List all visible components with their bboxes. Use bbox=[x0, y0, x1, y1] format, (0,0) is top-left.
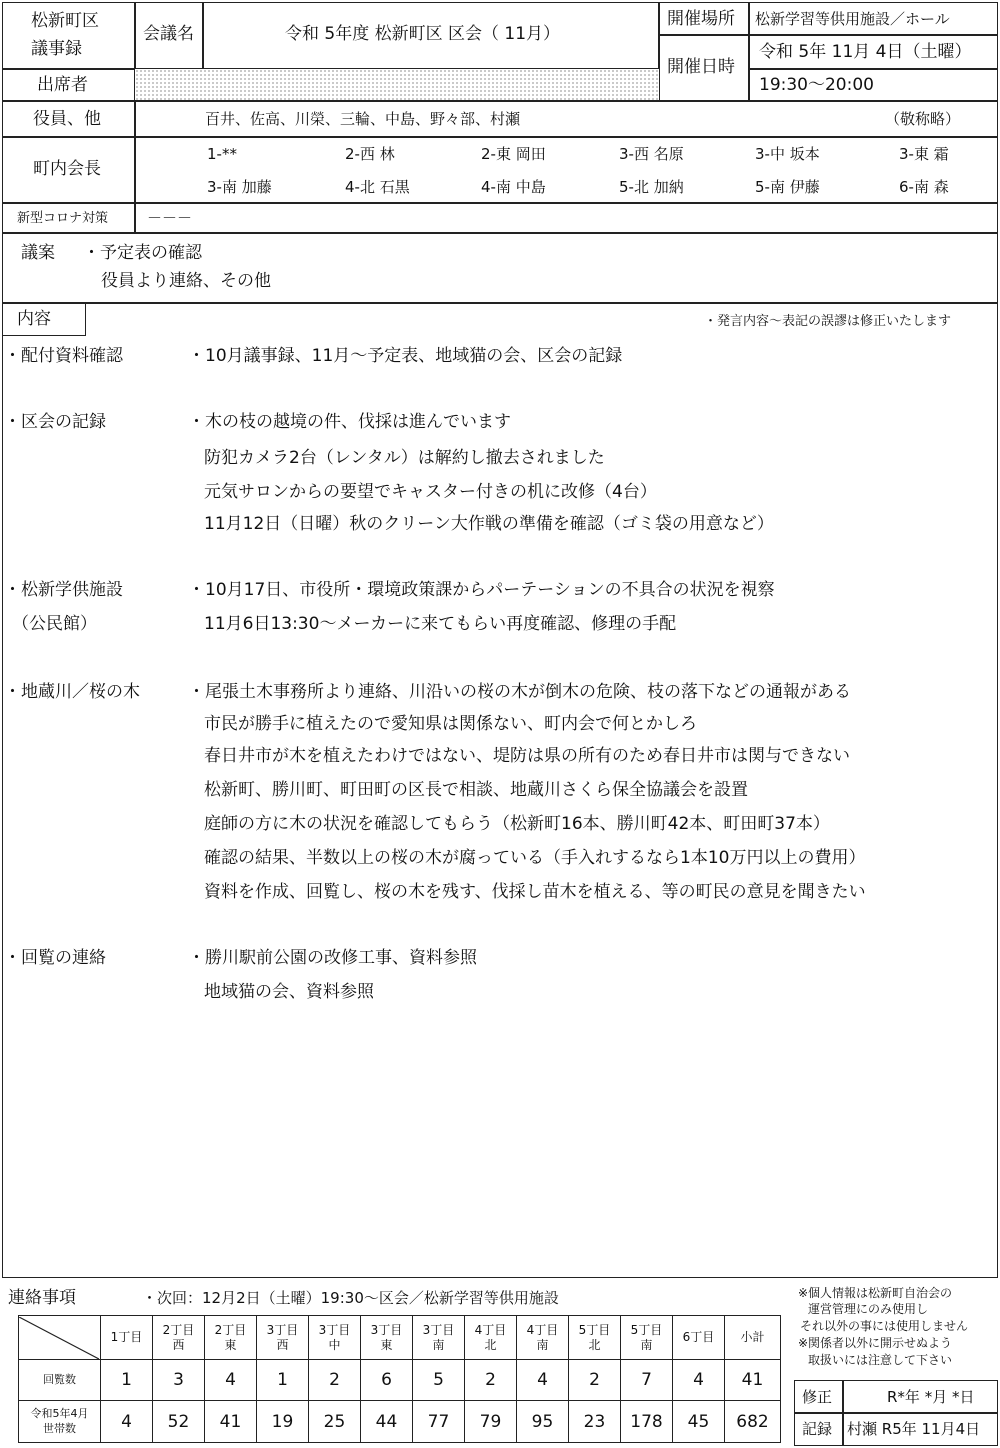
venue-label-box bbox=[658, 2, 750, 36]
section-line: ・勝川駅前公園の改修工事、資料参照 bbox=[188, 948, 477, 968]
header-cell: 2丁目 西 bbox=[153, 1316, 205, 1360]
time-box bbox=[748, 68, 998, 102]
revision-value-box bbox=[842, 1380, 998, 1414]
revision-label-box bbox=[794, 1380, 844, 1414]
section-title: ・松新学供施設 bbox=[4, 580, 123, 600]
privacy-note: 運営管理にのみ使用し bbox=[808, 1302, 929, 1316]
table-cell: 41 bbox=[725, 1360, 781, 1401]
section-line: ・木の枝の越境の件、伐採は進んでいます bbox=[188, 412, 511, 432]
covid-value: －－－ bbox=[147, 209, 193, 227]
officers-box bbox=[134, 100, 998, 138]
diagonal-line bbox=[19, 1317, 99, 1359]
header-cell: 4丁目 北 bbox=[465, 1316, 517, 1360]
table-cell: 3 bbox=[153, 1360, 205, 1401]
section-line: 防犯カメラ2台（レンタル）は解約し撤去されました bbox=[204, 448, 605, 468]
chair-entry: 5-南 伊藤 bbox=[755, 178, 820, 196]
venue-label: 開催場所 bbox=[667, 9, 735, 29]
section-line: ・10月議事録、11月〜予定表、地域猫の会、区会の記録 bbox=[188, 346, 623, 366]
record-value-box bbox=[842, 1412, 998, 1446]
attendees-label: 出席者 bbox=[37, 75, 88, 95]
table-cell: 6 bbox=[361, 1360, 413, 1401]
honorific-note: （敬称略） bbox=[885, 110, 961, 128]
chair-entry: 3-東 霜 bbox=[899, 145, 949, 163]
meeting-label: 会議名 bbox=[143, 24, 194, 44]
attendees-label-box bbox=[2, 68, 136, 102]
revision-value: R*年 *月 *日 bbox=[887, 1388, 975, 1406]
covid-label-box bbox=[2, 202, 136, 234]
privacy-note: 取扱いには注意して下さい bbox=[808, 1353, 953, 1367]
table-cell: 44 bbox=[361, 1401, 413, 1443]
table-cell: 2 bbox=[569, 1360, 621, 1401]
chair-entry: 2-東 岡田 bbox=[481, 145, 546, 163]
table-cell: 52 bbox=[153, 1401, 205, 1443]
table-cell: 2 bbox=[309, 1360, 361, 1401]
chair-entry: 1-** bbox=[207, 145, 237, 163]
attendees-field bbox=[134, 68, 660, 102]
privacy-note: ※関係者以外に開示せぬよう bbox=[798, 1336, 953, 1350]
chairs-label-box bbox=[2, 136, 136, 204]
header-cell: 5丁目 北 bbox=[569, 1316, 621, 1360]
venue-box bbox=[748, 2, 998, 36]
chair-entry: 3-西 名原 bbox=[619, 145, 684, 163]
table-cell: 5 bbox=[413, 1360, 465, 1401]
privacy-note: ※個人情報は松新町自治会の bbox=[798, 1286, 953, 1300]
covid-box bbox=[134, 202, 998, 234]
table-cell: 79 bbox=[465, 1401, 517, 1443]
section-line: 市民が勝手に植えたので愛知県は関係ない、町内会で何とかしろ bbox=[204, 714, 697, 734]
section-line: 確認の結果、半数以上の桜の木が腐っている（手入れするなら1本10万円以上の費用） bbox=[204, 848, 866, 868]
header-cell: 小計 bbox=[725, 1316, 781, 1360]
table-cell: 45 bbox=[673, 1401, 725, 1443]
table-cell: 19 bbox=[257, 1401, 309, 1443]
table-cell: 1 bbox=[101, 1360, 153, 1401]
date-value: 令和 5年 11月 4日（土曜） bbox=[759, 42, 972, 62]
table-cell: 4 bbox=[673, 1360, 725, 1401]
privacy-note: それ以外の事には使用しません bbox=[800, 1319, 969, 1333]
table-cell: 95 bbox=[517, 1401, 569, 1443]
table-row bbox=[19, 1360, 781, 1401]
org-box bbox=[2, 2, 136, 70]
table-cell: 4 bbox=[205, 1360, 257, 1401]
doc-type: 議事録 bbox=[31, 39, 82, 59]
section-line: 11月12日（日曜）秋のクリーン大作戦の準備を確認（ゴミ袋の用意など） bbox=[204, 514, 774, 534]
date-label-box bbox=[658, 34, 750, 102]
section-title: ・区会の記録 bbox=[4, 412, 106, 432]
venue-value: 松新学習等供用施設／ホール bbox=[755, 10, 950, 28]
row-label: 回覧数 bbox=[19, 1360, 101, 1401]
header-cell: 3丁目 中 bbox=[309, 1316, 361, 1360]
table-cell: 1 bbox=[257, 1360, 309, 1401]
table-cell: 25 bbox=[309, 1401, 361, 1443]
table-row bbox=[19, 1401, 781, 1443]
header-cell: 5丁目 南 bbox=[621, 1316, 673, 1360]
record-label-box bbox=[794, 1412, 844, 1446]
chairs-label: 町内会長 bbox=[33, 159, 101, 179]
meeting-label-box bbox=[134, 2, 204, 70]
officers-label: 役員、他 bbox=[33, 109, 101, 129]
section-subtitle: （公民館） bbox=[12, 614, 97, 634]
header-cell: 6丁目 bbox=[673, 1316, 725, 1360]
table-cell: 2 bbox=[465, 1360, 517, 1401]
table-cell: 4 bbox=[101, 1401, 153, 1443]
table-cell: 178 bbox=[621, 1401, 673, 1443]
chairs-box bbox=[134, 136, 998, 204]
section-line: 元気サロンからの要望でキャスター付きの机に改修（4台） bbox=[204, 482, 657, 502]
header-cell: 4丁目 南 bbox=[517, 1316, 569, 1360]
next-meeting: ・次回：12月2日（土曜）19:30〜区会／松新学習等供用施設 bbox=[142, 1289, 559, 1307]
section-line: 松新町、勝川町、町田町の区長で相談、地蔵川さくら保全協議会を設置 bbox=[204, 780, 748, 800]
table-cell: 682 bbox=[725, 1401, 781, 1443]
contact-label: 連絡事項 bbox=[8, 1288, 76, 1308]
chair-entry: 6-南 森 bbox=[899, 178, 949, 196]
revision-label: 修正 bbox=[802, 1388, 833, 1406]
table-cell: 4 bbox=[517, 1360, 569, 1401]
table-cell: 77 bbox=[413, 1401, 465, 1443]
time-value: 19:30〜20:00 bbox=[759, 75, 874, 95]
row-label: 令和5年4月 世帯数 bbox=[19, 1401, 101, 1443]
content-label-box bbox=[2, 302, 86, 336]
section-line: 地域猫の会、資料参照 bbox=[204, 982, 374, 1002]
officers-label-box bbox=[2, 100, 136, 138]
header-cell: 3丁目 南 bbox=[413, 1316, 465, 1360]
agenda-label: 議案 bbox=[21, 243, 55, 263]
table-cell: 41 bbox=[205, 1401, 257, 1443]
table-header-row bbox=[19, 1316, 781, 1360]
chair-entry: 3-南 加藤 bbox=[207, 178, 272, 196]
agenda-box bbox=[2, 232, 998, 304]
date-box bbox=[748, 34, 998, 70]
household-count-table bbox=[18, 1315, 781, 1443]
header-cell: 2丁目 東 bbox=[205, 1316, 257, 1360]
section-line: 資料を作成、回覧し、桜の木を残す、伐採し苗木を植える、等の町民の意見を聞きたい bbox=[204, 882, 866, 902]
section-title: ・地蔵川／桜の木 bbox=[4, 682, 140, 702]
table-cell: 23 bbox=[569, 1401, 621, 1443]
meeting-name-box bbox=[202, 2, 660, 70]
header-cell: 3丁目 西 bbox=[257, 1316, 309, 1360]
header-cell: 3丁目 東 bbox=[361, 1316, 413, 1360]
covid-label: 新型コロナ対策 bbox=[17, 211, 109, 226]
agenda-item: ・予定表の確認 bbox=[83, 243, 202, 263]
meeting-name: 令和 5年度 松新町区 区会（ 11月） bbox=[285, 24, 561, 44]
table-corner-cell bbox=[19, 1316, 101, 1360]
content-note: ・発言内容〜表記の誤謬は修正いたします bbox=[704, 314, 952, 329]
content-label: 内容 bbox=[17, 309, 51, 329]
date-label: 開催日時 bbox=[667, 57, 735, 77]
agenda-item: 役員より連絡、その他 bbox=[101, 271, 271, 291]
section-line: 庭師の方に木の状況を確認してもらう（松新町16本、勝川町42本、町田町37本） bbox=[204, 814, 830, 834]
section-line: 春日井市が木を植えたわけではない、堤防は県の所有のため春日井市は関与できない bbox=[204, 746, 850, 766]
org-name: 松新町区 bbox=[31, 11, 99, 31]
section-line: ・尾張土木事務所より連絡、川沿いの桜の木が倒木の危険、枝の落下などの通報がある bbox=[188, 682, 851, 702]
officers-list: 百井、佐高、川榮、三輪、中島、野々部、村瀬 bbox=[205, 110, 521, 128]
chair-entry: 4-南 中島 bbox=[481, 178, 546, 196]
section-line: ・10月17日、市役所・環境政策課からパーテーションの不具合の状況を視察 bbox=[188, 580, 775, 600]
chair-entry: 3-中 坂本 bbox=[755, 145, 820, 163]
section-line: 11月6日13:30〜メーカーに来てもらい再度確認、修理の手配 bbox=[204, 614, 677, 634]
record-value: 村瀬 R5年 11月4日 bbox=[847, 1420, 981, 1438]
chair-entry: 4-北 石黒 bbox=[345, 178, 410, 196]
header-cell: 1丁目 bbox=[101, 1316, 153, 1360]
section-title: ・配付資料確認 bbox=[4, 346, 123, 366]
chair-entry: 5-北 加納 bbox=[619, 178, 684, 196]
table-cell: 7 bbox=[621, 1360, 673, 1401]
section-title: ・回覧の連絡 bbox=[4, 948, 106, 968]
chair-entry: 2-西 林 bbox=[345, 145, 395, 163]
record-label: 記録 bbox=[802, 1420, 833, 1438]
